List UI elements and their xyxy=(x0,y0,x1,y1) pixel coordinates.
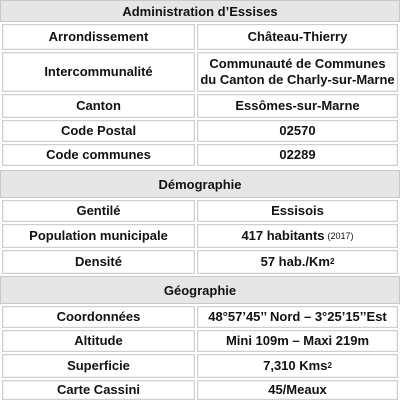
row-value: 48°57’45’’ Nord – 3°25’15’’Est xyxy=(197,306,398,328)
densite-value: 57 hab./Km xyxy=(260,254,330,269)
row-value: Essisois xyxy=(197,200,398,222)
row-value: 7,310 Kms 2 xyxy=(197,354,398,378)
table-row-intercommunalite xyxy=(0,52,400,92)
row-value: Château-Thierry xyxy=(197,24,398,50)
row-label: Altitude xyxy=(2,330,195,352)
population-year: (2017) xyxy=(327,231,354,241)
row-label: Arrondissement xyxy=(2,24,195,50)
row-label: Gentilé xyxy=(2,200,195,222)
section-header-administration xyxy=(0,0,400,22)
row-label: Code Postal xyxy=(2,120,195,142)
table-row-altitude xyxy=(0,330,400,352)
row-value xyxy=(197,52,398,92)
row-label: Superficie xyxy=(2,354,195,378)
population-value: 417 habitants xyxy=(241,228,325,243)
section-title: Géographie xyxy=(163,282,237,298)
value-line-2: du Canton de Charly-sur-Marne xyxy=(200,72,395,87)
table-row-code-postal xyxy=(0,120,400,142)
row-value: Mini 109m – Maxi 219m xyxy=(197,330,398,352)
value-line-1: Communauté de Communes xyxy=(209,56,386,71)
row-value: 02570 xyxy=(197,120,398,142)
row-label: Intercommunalité xyxy=(2,52,195,92)
table-row-canton xyxy=(0,94,400,118)
table-row-arrondissement xyxy=(0,24,400,50)
table-row-coordonnees xyxy=(0,306,400,328)
row-label: Coordonnées xyxy=(2,306,195,328)
row-label: Carte Cassini xyxy=(2,380,195,400)
row-value xyxy=(197,224,398,248)
row-value: 57 hab./Km 2 xyxy=(197,250,398,274)
table-row-code-communes xyxy=(0,144,400,166)
row-label: Code communes xyxy=(2,144,195,166)
row-label: Canton xyxy=(2,94,195,118)
row-value: Essômes-sur-Marne xyxy=(197,94,398,118)
section-title: Administration d’Essises xyxy=(122,3,278,19)
row-label: Densité xyxy=(2,250,195,274)
table-row-carte-cassini xyxy=(0,380,400,400)
superficie-value: 7,310 Kms xyxy=(263,358,328,373)
section-header-geographie xyxy=(0,276,400,304)
section-title: Démographie xyxy=(158,176,242,192)
row-value: 45/Meaux xyxy=(197,380,398,400)
table-row-gentile xyxy=(0,200,400,222)
table-row-population xyxy=(0,224,400,248)
table-row-superficie xyxy=(0,354,400,378)
row-label: Population municipale xyxy=(2,224,195,248)
row-value: 02289 xyxy=(197,144,398,166)
section-header-demographie xyxy=(0,170,400,198)
table-row-densite xyxy=(0,250,400,274)
